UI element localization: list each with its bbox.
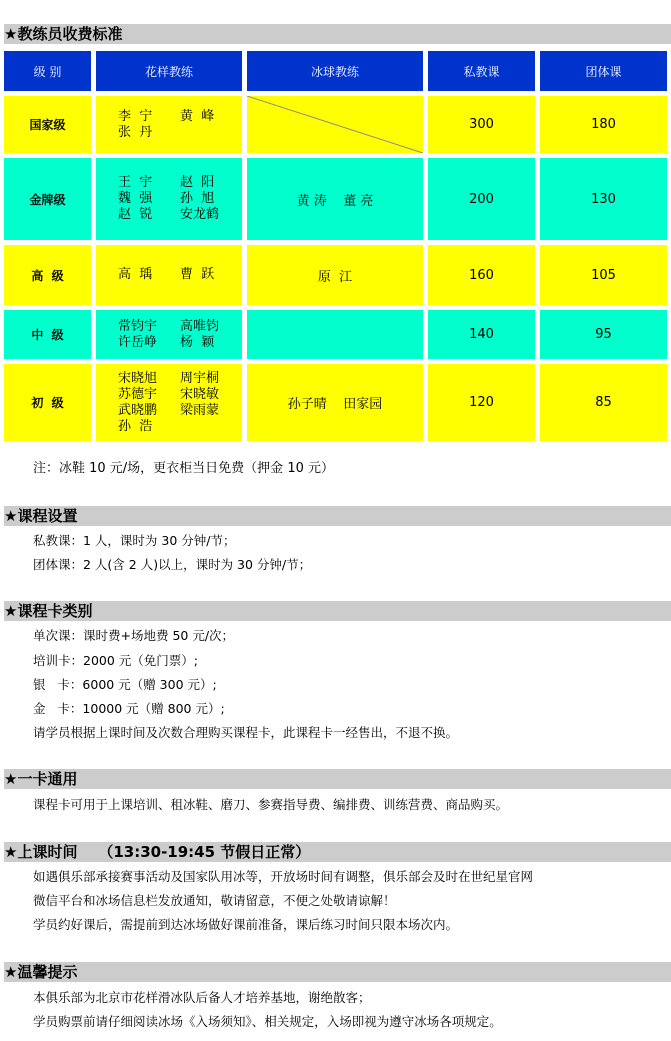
table-row-hockey-coaches-empty [247,310,423,359]
coach-name: 张 丹 [118,124,153,140]
coach-name: 孙 浩 [118,418,153,434]
table-row-figure-coaches [96,245,242,305]
table-row-hockey-coaches: 黄 涛 董 亮 [247,158,423,240]
diagonal-line [247,96,423,153]
tip-line: 学员购票前请仔细阅读冰场《入场须知》、相关规定，入场即视为遵守冰场各项规定。 [33,1014,502,1029]
coach-name: 常钧宇 [118,318,158,334]
coach-name: 赵 锐 [118,207,153,222]
table-row-private-price: 140 [428,310,535,359]
course-setting-line: 私教课：1 人，课时为 30 分钟/节； [33,533,236,548]
table-row-private-price: 160 [428,245,535,305]
coach-name: 杨 颖 [180,334,215,350]
table-row-group-price: 180 [540,96,667,153]
section-title-course-settings: ★课程设置 [4,506,671,526]
table-row-figure-coaches [96,158,242,240]
table-note: 注：冰鞋 10 元/场，更衣柜当日免费（押金 10 元） [33,461,334,476]
table-row-hockey-coaches: 原 江 [247,245,423,305]
course-setting-line: 团体课：2 人(含 2 人)以上，课时为 30 分钟/节； [33,557,312,572]
table-row-hockey-coaches: 孙子晴 田家园 [247,364,423,441]
header-hockey-coach: 冰球教练 [247,51,423,91]
table-row-figure-coaches [96,310,242,359]
coach-name: 王 宇 [118,175,153,190]
coach-name: 苏德宇 [118,386,158,402]
table-row-private-price: 120 [428,364,535,441]
coach-name: 李 宁 [118,108,153,124]
one-card-line: 课程卡可用于上课培训、租冰鞋、磨刀、参赛指导费、编排费、训练营费、商品购买。 [33,797,509,812]
coach-name: 魏 强 [118,191,153,206]
header-level: 级 别 [4,51,91,91]
table-row-level: 国家级 [4,96,91,153]
table-row-level: 金牌级 [4,158,91,240]
header-private-lesson: 私教课 [428,51,535,91]
card-type-line: 请学员根据上课时间及次数合理购买课程卡，此课程卡一经售出，不退不换。 [33,725,459,740]
coach-name [180,419,219,435]
table-row-level: 高 级 [4,245,91,305]
coach-name: 梁雨蒙 [180,402,220,418]
coach-name: 武晓鹏 [118,402,158,418]
card-type-line: 单次课：课时费+场地费 50 元/次； [33,628,235,643]
card-type-line: 培训卡：2000 元（免门票）; [33,653,198,668]
section-title-tips: ★温馨提示 [4,962,671,982]
coach-name: 周宇桐 [180,370,220,386]
card-type-line: 银 卡：6000 元（赠 300 元）; [33,677,217,692]
coach-name: 安龙鹤 [180,207,220,222]
header-group-lesson: 团体课 [540,51,667,91]
table-row-group-price: 85 [540,364,667,441]
table-row-private-price: 300 [428,96,535,153]
table-row-figure-coaches [96,96,242,153]
section-title-coach-fees: ★教练员收费标准 [4,24,671,44]
table-row-group-price: 95 [540,310,667,359]
coach-name: 赵 阳 [180,175,215,190]
coach-name: 高 瑀 [118,267,153,282]
section-title-card-types: ★课程卡类别 [4,601,671,621]
table-row-level: 初 级 [4,364,91,441]
table-row-hockey-coaches-empty [247,96,423,153]
table-row-level: 中 级 [4,310,91,359]
class-time-line: 如遇俱乐部承接赛事活动及国家队用冰等，开放场时间有调整，俱乐部会及时在世纪星官网 [33,869,534,884]
tip-line: 本俱乐部为北京市花样滑冰队后备人才培养基地，谢绝散客； [33,990,371,1005]
section-title-class-time: ★上课时间 （13:30-19:45 节假日正常） [4,842,671,862]
coach-name: 孙 旭 [180,191,215,206]
coach-name: 许岳峥 [118,334,158,350]
header-figure-coach: 花样教练 [96,51,242,91]
coach-name [180,125,214,141]
class-time-line: 微信平台和冰场信息栏发放通知，敬请留意，不便之处敬请谅解！ [33,893,396,908]
coach-name: 宋晓敏 [180,386,220,402]
class-time-line: 学员约好课后，需提前到达冰场做好课前准备，课后练习时间只限本场次内。 [33,917,459,932]
coach-name: 曹 跃 [180,267,215,282]
table-row-private-price: 200 [428,158,535,240]
coach-name: 黄 峰 [180,108,215,124]
coach-name: 高唯钧 [180,318,220,334]
card-type-line: 金 卡：10000 元（赠 800 元）; [33,701,225,716]
table-row-group-price: 130 [540,158,667,240]
table-row-figure-coaches [96,364,242,441]
section-title-one-card: ★一卡通用 [4,769,671,789]
coach-name: 宋晓旭 [118,370,158,386]
table-row-group-price: 105 [540,245,667,305]
